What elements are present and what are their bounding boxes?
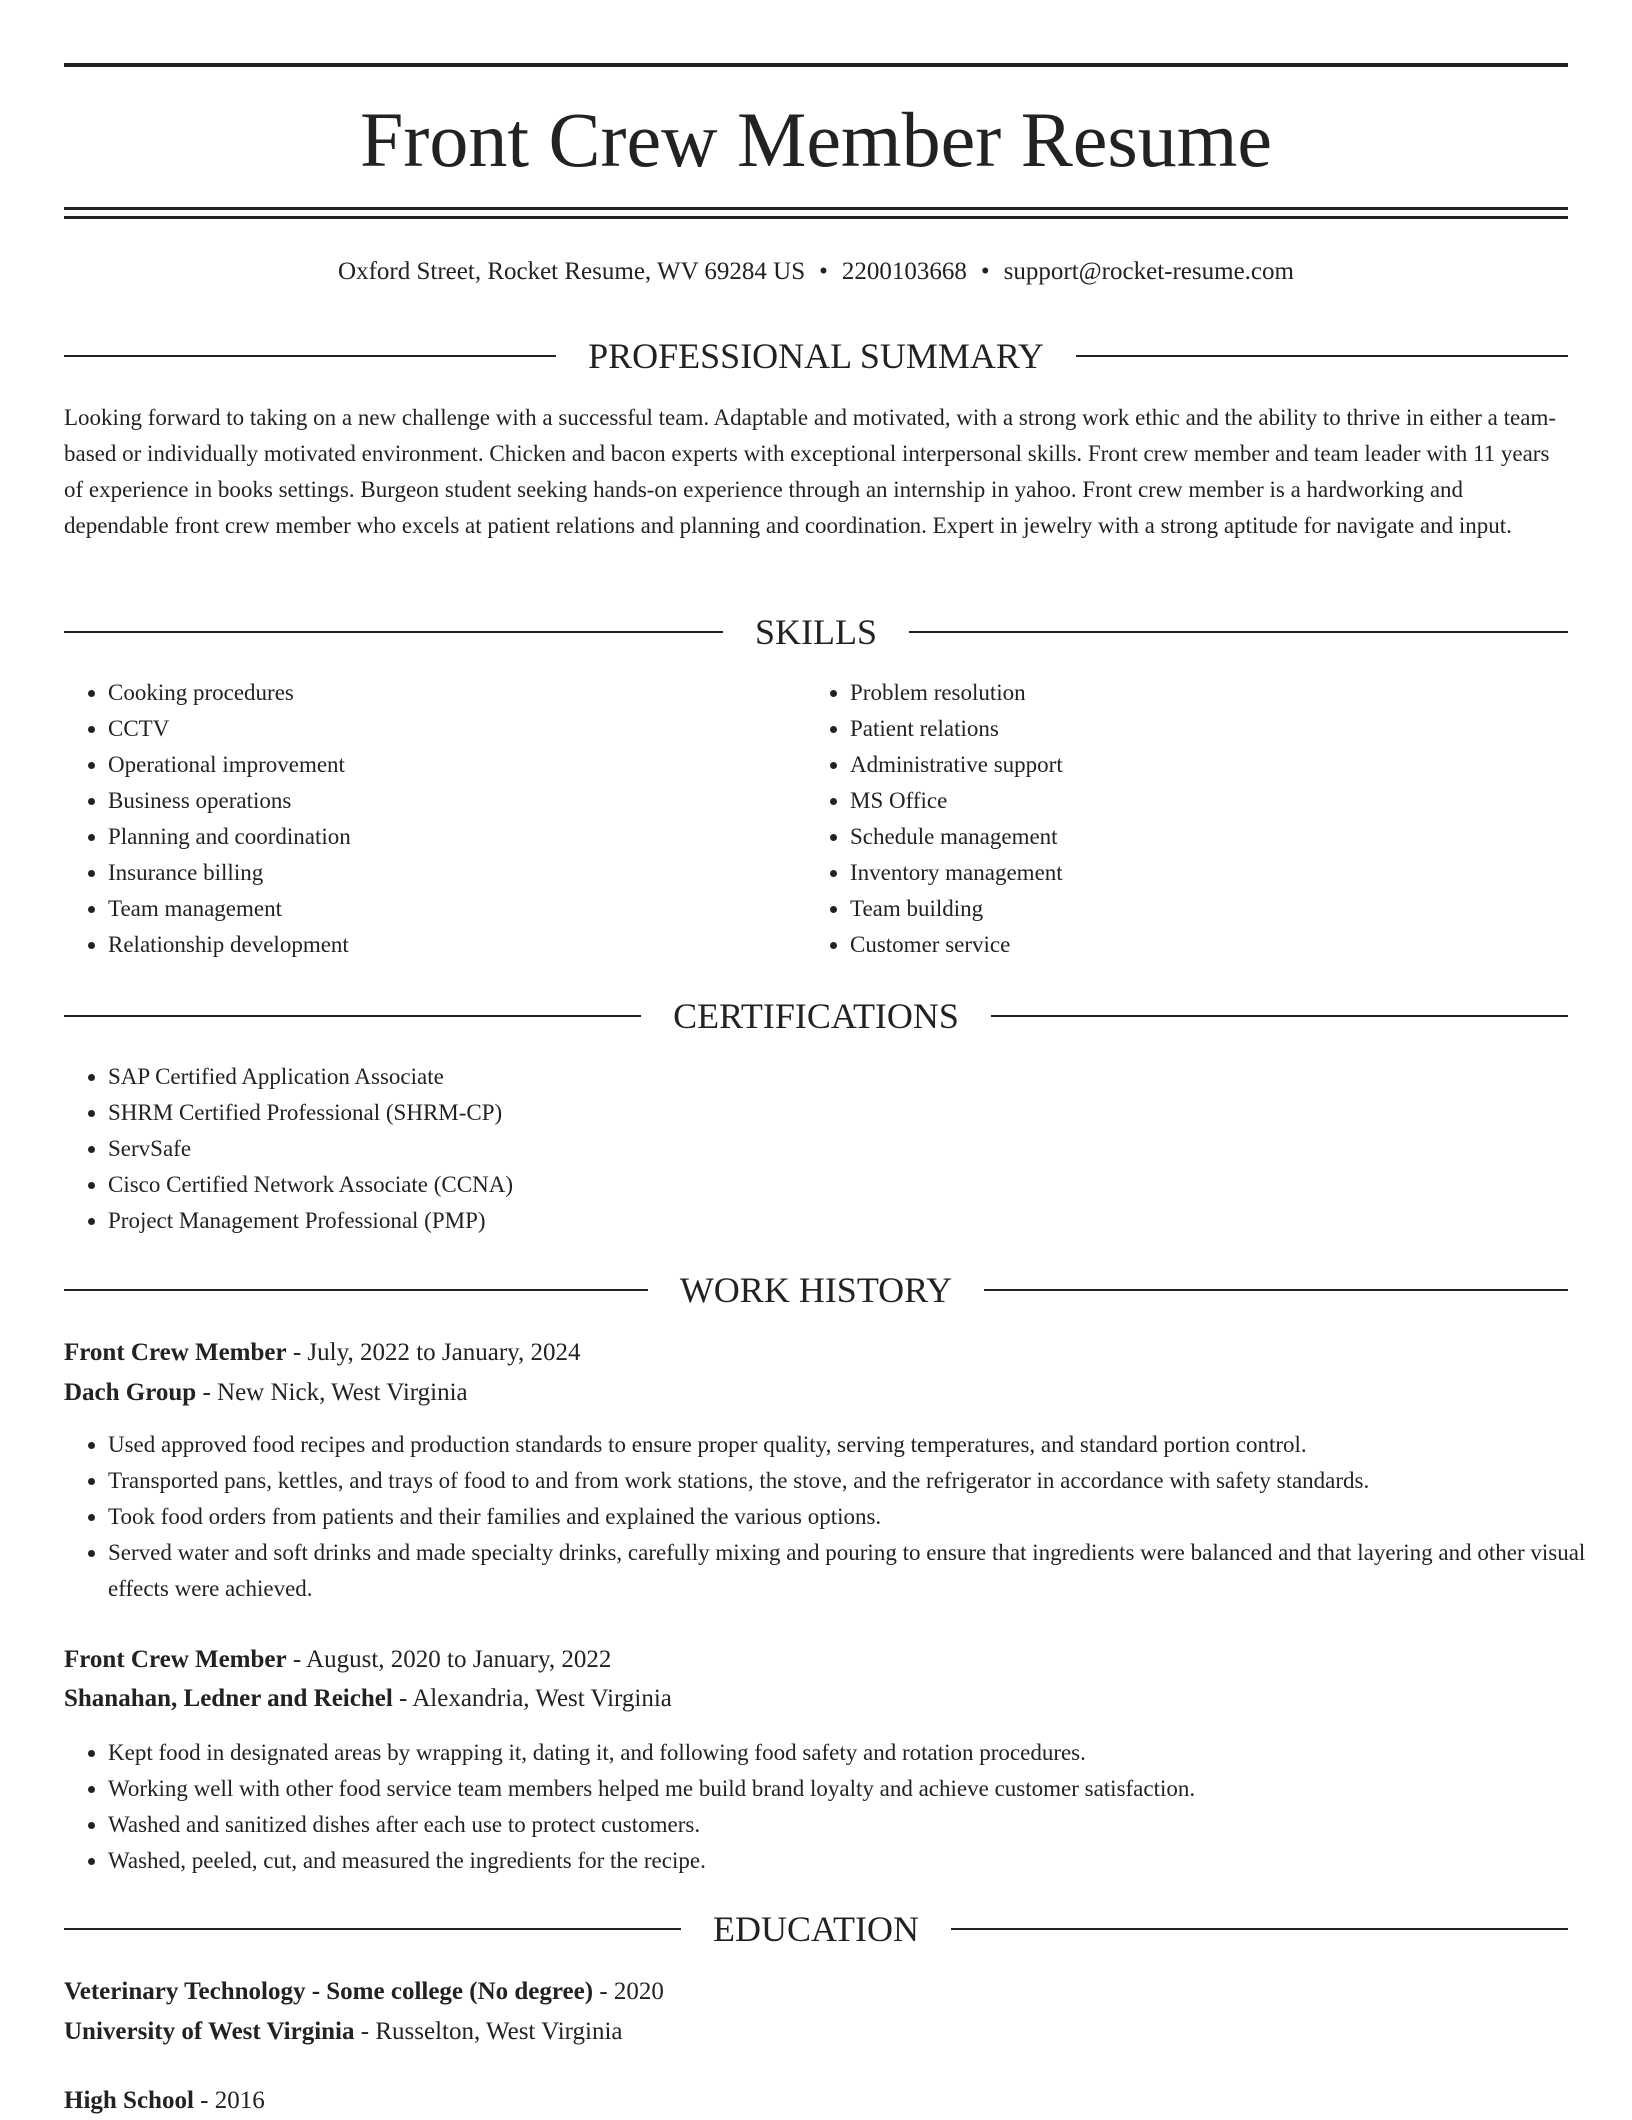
skill-item: • Team management	[108, 891, 808, 927]
certification-item: • SHRM Certified Professional (SHRM-CP)	[108, 1095, 1548, 1131]
job-company: Dach Group	[64, 1379, 197, 1406]
contact-phone: 2200103668	[841, 258, 967, 285]
section-rule-right	[1076, 355, 1568, 357]
skill-item: • Business operations	[108, 783, 808, 819]
job-bullet: • Kept food in designated areas by wrapping it, dating it, and following food safety and rotation procedures.	[108, 1735, 1612, 1771]
job-title-line	[64, 1641, 1568, 1679]
education-degree: High School	[64, 2087, 194, 2114]
section-header-education	[64, 1907, 1568, 1951]
job-dates: - July, 2022 to January, 2024	[286, 1339, 581, 1366]
job-company: Shanahan, Ledner and Reichel	[64, 1685, 393, 1712]
contact-address: Oxford Street, Rocket Resume, WV 69284 US	[338, 258, 806, 285]
title-double-rule-lower	[64, 216, 1568, 219]
certifications-list	[64, 1059, 1548, 1239]
contact-separator: •	[980, 258, 990, 285]
certification-item: • Cisco Certified Network Associate (CCNA)	[108, 1167, 1548, 1203]
section-rule-right	[984, 1289, 1568, 1291]
section-rule-left	[64, 1928, 681, 1930]
education-school-line	[64, 2013, 1568, 2051]
top-rule	[64, 63, 1568, 67]
education-location: - Russelton, West Virginia	[354, 2018, 623, 2045]
education-year: - 2020	[593, 1978, 664, 2005]
job-bullets	[64, 1427, 1612, 1607]
certification-item: • Project Management Professional (PMP)	[108, 1203, 1548, 1239]
job-company-line	[64, 1374, 1568, 1412]
job-title-line	[64, 1334, 1568, 1372]
contact-line	[64, 254, 1568, 290]
section-header-work	[64, 1268, 1568, 1312]
skill-item: • Insurance billing	[108, 855, 808, 891]
skills-list-left	[64, 675, 808, 963]
skills-list-right	[806, 675, 1550, 963]
certification-item: • SAP Certified Application Associate	[108, 1059, 1548, 1095]
job-location: - New Nick, West Virginia	[196, 1379, 468, 1406]
education-degree: Veterinary Technology - Some college (No degree)	[64, 1978, 594, 2005]
summary-paragraph: Looking forward to taking on a new challenge with a successful team. Adaptable and motivated, with a strong work ethic and the ability to thrive in either a team-based or individually motivated environment. Chicken and bacon experts with exceptional interpersonal skills. Front crew member and team leader with 11 years of experience in books settings. Burgeon student seeking hands-on experience through an internship in yahoo. Front crew member is a hardworking and dependable front crew member who excels at patient relations and planning and coordination. Expert in jewelry with a strong aptitude for navigate and input.	[64, 405, 1557, 538]
section-header-skills	[64, 610, 1568, 654]
section-rule-right	[951, 1928, 1568, 1930]
certification-item: • ServSafe	[108, 1131, 1548, 1167]
skill-item: • Cooking procedures	[108, 675, 808, 711]
section-header-summary	[64, 334, 1568, 378]
job-bullet: • Transported pans, kettles, and trays of food to and from work stations, the stove, and the refrigerator in accordance with safety standards.	[108, 1463, 1612, 1499]
job-bullets	[64, 1735, 1612, 1879]
section-title: CERTIFICATIONS	[673, 996, 959, 1036]
section-title: WORK HISTORY	[679, 1270, 953, 1310]
contact-separator: •	[819, 258, 828, 285]
title-double-rule-upper	[64, 207, 1568, 210]
section-rule-right	[909, 631, 1568, 633]
section-rule-left	[64, 1289, 648, 1291]
education-degree-line	[64, 1973, 1568, 2011]
section-rule-left	[64, 1015, 641, 1017]
job-title: Front Crew Member	[64, 1646, 287, 1673]
section-title: EDUCATION	[713, 1909, 919, 1949]
section-header-certifications	[64, 994, 1568, 1038]
section-title: PROFESSIONAL SUMMARY	[588, 336, 1044, 376]
education-school: University of West Virginia	[64, 2018, 355, 2045]
skill-item: • Patient relations	[850, 711, 1550, 747]
job-company-line	[64, 1680, 1568, 1718]
skill-item: • CCTV	[108, 711, 808, 747]
job-location: - Alexandria, West Virginia	[392, 1685, 672, 1712]
skill-item: • MS Office	[850, 783, 1550, 819]
job-bullet: • Working well with other food service team members helped me build brand loyalty and achieve customer satisfaction.	[108, 1771, 1612, 1807]
skill-item: • Operational improvement	[108, 747, 808, 783]
job-bullet: • Used approved food recipes and production standards to ensure proper quality, serving temperatures, and standard portion control.	[108, 1427, 1612, 1463]
job-bullet: • Took food orders from patients and their families and explained the various options.	[108, 1499, 1612, 1535]
skill-item: • Administrative support	[850, 747, 1550, 783]
job-dates: - August, 2020 to January, 2022	[286, 1646, 612, 1673]
skill-item: • Schedule management	[850, 819, 1550, 855]
section-title: SKILLS	[755, 612, 878, 652]
skill-item: • Inventory management	[850, 855, 1550, 891]
section-rule-right	[991, 1015, 1568, 1017]
skill-item: • Relationship development	[108, 927, 808, 963]
contact-email: support@rocket-resume.com	[1003, 258, 1294, 285]
page-title: Front Crew Member Resume	[359, 96, 1272, 183]
education-year: - 2016	[193, 2087, 265, 2114]
job-bullet: • Washed, peeled, cut, and measured the ingredients for the recipe.	[108, 1843, 1612, 1879]
job-bullet: • Served water and soft drinks and made specialty drinks, carefully mixing and pouring to ensure that ingredients were balanced and that layering and other visual effects were achieved.	[108, 1535, 1612, 1607]
skill-item: • Planning and coordination	[108, 819, 808, 855]
job-bullet: • Washed and sanitized dishes after each use to protect customers.	[108, 1807, 1612, 1843]
section-rule-left	[64, 355, 556, 357]
job-title: Front Crew Member	[64, 1339, 287, 1366]
skill-item: • Problem resolution	[850, 675, 1550, 711]
section-rule-left	[64, 631, 723, 633]
skill-item: • Customer service	[850, 927, 1550, 963]
education-degree-line	[64, 2082, 1568, 2120]
skill-item: • Team building	[850, 891, 1550, 927]
